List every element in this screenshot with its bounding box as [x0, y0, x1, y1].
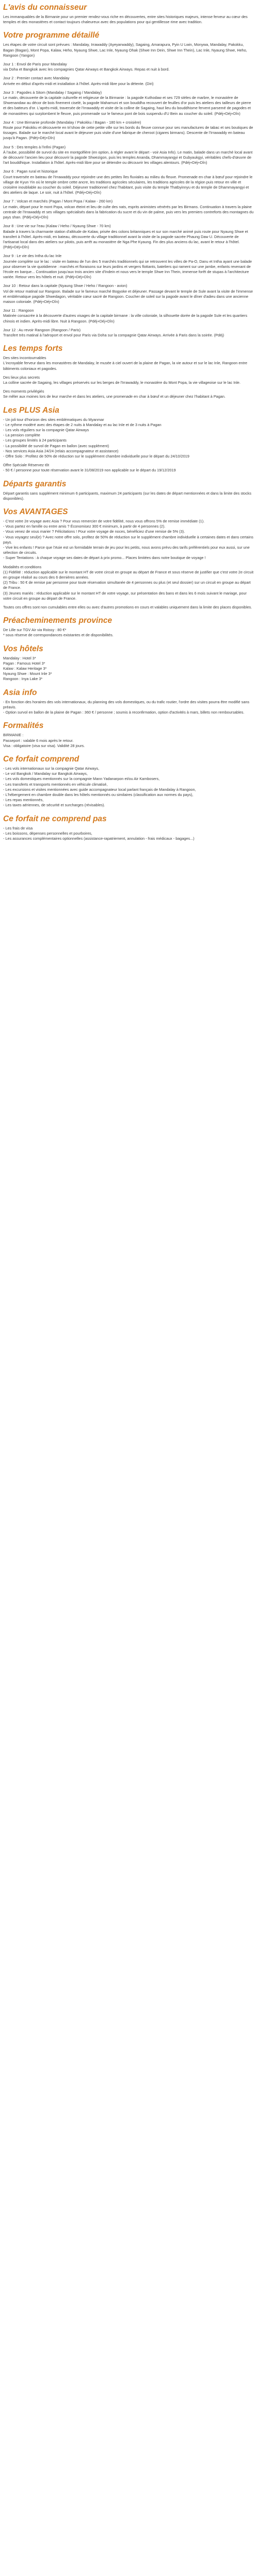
- day-item-text: Le matin, découverte de la capitale culturelle et religieuse de la Birmanie : la pagode Kuthodaw et ses 729 stèles de marbre, le monastère de Shwenandaw au décor de bois finement ciselé, la pagode Mahamuni et son bouddha recouvert de feuilles d'or puis les ateliers des tailleurs de pierre et des batteurs d'or. L'après-midi, traversée de l'Irrawaddy et visite de la colline de Sagaing, haut lieu du bouddhisme fervent parsemé de pagodes et de monastères qui surplombent le fleuve, puis promenade sur le fameux pont de bois suspendu d'U Bein au coucher du soleil. (Pdéj+Déj+Dîn): [3, 95, 251, 116]
- times-title: Les temps forts: [3, 344, 63, 353]
- day-item-text: Balade à travers la charmante station d'altitude de Kalaw, prisée des colons britanniques et sur son marché animé puis route pour Nyaung Shwe et transfert à l'hôtel. Après-midi, en bateau, découverte du village traditionnel avant la visite de la pagode sacrée Phaung Daw U. Découverte de l'artisanat local dans des ateliers sur pilotis, puis arrêt au monastère de Nga Phe Kyaung. Fin des plus anciens du lac, avant le retour à l'hôtel. (Pdéj+Déj+Dîn): [3, 229, 248, 250]
- condition-item: (1) Fidélité : réduction applicable sur le montant HT de votre circuit en groupe au départ de France et sous réserve de justifier que c'est votre 2e circuit en groupe réalisé au cours des 6 dernières années.: [3, 569, 254, 580]
- included-item: - Les excursions et visites mentionnées avec guide accompagnateur local parlant français de Mandalay à Rangoon,: [3, 787, 196, 792]
- day-item-text: Route pour Pakokku et découverte en tri'show de cette petite ville sur les bords du fleuve connue pour ses manufactures de tabac et ses boutiques de tissages. Balade sur le marché local avant le déjeuner puis visite d'une fabrique de cheroot (cigares birmans). Descente de l'Irrawaddy en bateau jusqu'à Pagan. (Pdéj+Déj+Dîn): [3, 125, 253, 141]
- times-item-text: Se mêler aux moines lors de leur marche et dans les ateliers, une promenade en char à bœuf et un déjeuner chez l'habitant à Pagan.: [3, 394, 225, 399]
- day-item-text: Journée complète sur le lac : visite en bateau de l'un des 5 marchés traditionnels qui se retrouvent les villes de Pa-O, Danu et Intha ayant une balade pour observer la vie quotidienne : marchés et floraisons sur leurs jardins et vergers flottants, bateliers qui rament sur une jambe, enfants revenant de l'école en barque... Continuation jusqu'aux trois ancien site d'Indein et nous vers le temple Shwe Inn Thein, immense forêt de stupas à l'architecture variée. Retour vers les hôtels et nuit. (Pdéj+Déj+Dîn): [3, 259, 252, 280]
- day-item-heading: Jour 3 : Pagodes à Sitom (Mandalay / Sagaing / Mandalay): [3, 90, 102, 95]
- hotels-title: Vos hôtels: [3, 644, 43, 653]
- plus-item: - Les groupes limités à 24 participants: [3, 438, 67, 443]
- vivu-title: L'avis du connaisseur: [3, 3, 87, 12]
- included-item: - Les taxes aériennes, de sécurité et surcharges (révisables).: [3, 803, 105, 808]
- plus-offer-title: Offre Spéciale Réservez tôt: [3, 463, 50, 468]
- day-item-text: Matinée consacrée à la découverte d'autres visages de la capitale birmane : la ville coloniale, la silhouette dorée de la pagode Sule et les quartiers chinois et indien. Après-midi libre. Nuit à Rangoon. (Pdéj+Déj+Dîn): [3, 313, 248, 324]
- asiainfo-title: Asia info: [3, 688, 37, 697]
- asiainfo-list: [3, 700, 255, 716]
- times-item: [3, 389, 255, 399]
- formalities-title: Formalités: [3, 721, 44, 731]
- day-item: [3, 199, 255, 220]
- pre-item: De Lille sur TGV Air via Roissy : 80 €*: [3, 628, 67, 633]
- plus-item: - Nos services Asia Asia 24/24 (relais accompagnateur et assistance): [3, 448, 119, 453]
- asiainfo-item: - En fonction des horaires des vols internationaux, du planning des vols domestiques, ou du trafic routier, l'ordre des visites pourra être modifié sans préavis.: [3, 699, 250, 709]
- hotel-item: Nyaung Shwe : Mount Inle 3*: [3, 671, 52, 676]
- hotel-item: Mandalay : Hotel 3*: [3, 655, 36, 660]
- day-item: [3, 90, 255, 116]
- excluded-item: - Les boissons, dépenses personnelles et pourboires,: [3, 831, 92, 836]
- plus-item: - La pension complète: [3, 433, 40, 438]
- advantage-item: - Vous venez de vous marier ? Félicitations ! Pour votre voyage de noces, bénéficiez d'une remise de 5% (3).: [3, 529, 185, 534]
- day-item-heading: Jour 5 : Des temples à l'infini (Pagan): [3, 144, 66, 149]
- day-item-text: Vol de retour matinal sur Rangoon. Balade sur le fameux marché Bogyoke et déjeuner. Passage devant le temple de Sule avant la visite de l'immense et emblématique pagode Shwedagon, véritable cœur sacré de Rangoon. Coucher de soleil sur la pagode avant le dîner d'adieu dans une ancienne maison coloniale. (Pdéj+Déj+Dîn): [3, 289, 253, 304]
- advantages-note: Toutes ces offres sont non cumulables entre elles ou avec d'autres promotions en cours et valables uniquement dans la limite des places disponibles.: [3, 605, 252, 610]
- times-item-heading: Des lieux plus secrets: [3, 375, 40, 380]
- included-item: - L'hébergement en chambre double dans les hôtels mentionnés ou similaires (classification aux normes du pays),: [3, 792, 194, 797]
- included-item: - Les vols internationaux sur la compagnie Qatar Airways,: [3, 766, 100, 771]
- pre-item: * sous réserve de correspondances existantes et de disponibilités.: [3, 633, 114, 638]
- plus-item: - La possibilité de survol de Pagan en ballon (avec supplément): [3, 443, 109, 448]
- day-item-heading: Jour 7 : Volcan et marchés (Pagan / Mont Popa / Kalaw - 260 km): [3, 199, 113, 204]
- day-item: [3, 76, 255, 86]
- day-item-text: via Doha et Bangkok avec les compagnies Qatar Airways et Bangkok Airways. Repas et nuit à bord.: [3, 67, 170, 72]
- day-item-heading: Jour 2 : Premier contact avec Mandalay: [3, 76, 70, 81]
- departures-title: Départs garantis: [3, 479, 67, 488]
- included-item: - Les transferts et transports mentionnés en véhicule climatisé,: [3, 782, 108, 787]
- formality-item: Passeport : valable 6 mois après le retour.: [3, 738, 74, 743]
- excluded-list: [3, 826, 255, 842]
- plus-title: Les PLUS Asia: [3, 405, 59, 415]
- excluded-item: - Les frais de visa: [3, 825, 33, 831]
- plus-item: - Le rythme modéré avec des étapes de 2 nuits à Mandalay et au lac Inle et de 3 nuits à Pagan: [3, 422, 162, 427]
- vivu-text: Les immanquables de la Birmanie pour un premier rendez-vous riche en découvertes, entre sites historiques majeurs, intense ferveur au cœur des temples et des monastères et contact toujours chaleureux avec des populations pour qui gentillesse rime avec tradition.: [3, 14, 248, 25]
- formality-item: Visa : obligatoire (visa sur visa). Validité 28 jours.: [3, 743, 85, 748]
- included-list: [3, 766, 255, 808]
- times-item-heading: Des sites incontournables: [3, 355, 46, 361]
- day-item: [3, 283, 255, 304]
- day-item-text: Le matin, départ pour le mont Popa, volcan éteint et lieu de culte des nats, esprits animistes vénérés par les Birmans. Continuation à travers la plaine centrale de l'Irrawaddy et ses villages spécialisés dans la fabrication du sucre et du vin de palme, puis vers les premiers contreforts des montagnes du pays shan. (Pdéj+Déj+Dîn): [3, 204, 254, 220]
- times-item-text: L'incroyable ferveur dans les monastères de Mandalay, le musée à ciel ouvert de la plaine de Pagan, la vie autour et sur le lac Inle, Rangoon entre bâtiments coloniaux et pagodes.: [3, 361, 247, 371]
- program-title: Votre programme détaillé: [3, 31, 100, 40]
- hotels-list: [3, 656, 255, 682]
- included-item: - Les vols domestiques mentionnés sur la compagnie Mann Yadanarpon et/ou Air Kambosers,: [3, 776, 160, 782]
- day-item-heading: Jour 1 : Envol de Paris pour Mandalay: [3, 62, 67, 67]
- advantages-title: Vos AVANTAGES: [3, 507, 68, 517]
- included-title: Ce forfait comprend: [3, 754, 79, 764]
- day-item-text: À l'aube, possibilité de survol du site en montgolfière (en option, à régler avant le départ - voir Asia Info). Le matin, balade dans un marché local avant de découvrir l'ancien lieu pour découvrir la pagode Shwezigon, puis les temples Ananda, Dhammayangyi et Gubyaukgyi, véritables chefs-d'œuvre de l'art bouddhique. Installation à l'hôtel. Après-midi libre pour se détendre ou découvrir les villages alentours. (Pdéj+Déj+Dîn): [3, 149, 253, 165]
- program-intro: Les étapes de votre circuit sont prévues : Mandalay, Irrawaddy (Ayeyarwaddy), Sagaing, Amarapura, Pyin U Lwin, Monywa, Mandalay, Pakokku, Bagan (Bagan), Mont Popa, Kalaw, Heho, Nyaung Shwe, Lac Inle, Nyaung Ohak (Shwe Inn Dein, Shwe Inn Thein), Lac Inle, Nyaung Shwe, Heho, Rangoon (Yangon): [3, 42, 247, 58]
- times-item-text: La colline sacrée de Sagaing, les villages préservés sur les berges de l'Irrawaddy, le monastère du Mont Popa, la vie villageoise sur le lac Inle.: [3, 380, 240, 385]
- day-item: [3, 253, 255, 280]
- condition-item: (2) Tribu : 50 € de remise par personne pour toute réservation simultanée de 4 personnes ou plus (et seul dossier) sur un circuit en groupe au départ de France.: [3, 580, 251, 590]
- plus-item: - Offre Solo : Profitez de 50% de réduction sur le supplément chambre individuelle pour le départ du 24/10/2019: [3, 454, 189, 459]
- day-item-text: Transfert très matinal à l'aéroport et envol pour Paris via Doha sur la compagnie Qatar Airways. Arrivée à Paris dans la soirée. (Pdéj): [3, 332, 224, 337]
- departures-text: Départ garantis sans supplément minimum 6 participants, maximum 24 participants (sur les dates de départ mentionnées et dans la limite des stocks disponibles).: [3, 490, 252, 501]
- day-item-text: Court traversée en bateau de l'Irrawaddy pour rejoindre une des petites îles fluviales au milieu du fleuve. Promenade en char à bœuf pour rejoindre le village de Kyun Yin où le temple ombre cette ancre, les traditions agricoles séculaires, les traditions agricoles de la région puis retour en ville et croisière inoubliable au coucher du soleil. Déjeuner traditionnel chez l'habitant, puis visite du temple Thatbyinnyu et du temple de Dhammayangyi et des ateliers de laque. Le soir, nuit à l'hôtel. (Pdéj+Déj+Dîn): [3, 174, 253, 195]
- day-item: [3, 169, 255, 195]
- excluded-title: Ce forfait ne comprend pas: [3, 814, 107, 823]
- times-item-heading: Des moments privilégiés: [3, 389, 44, 394]
- advantage-item: - Vive les enfants ! Parce que l'Asie est un formidable terrain de jeu pour les petits, nous avons prévu des tarifs préférentiels pour eux aussi, sur une sélection de circuits.: [3, 545, 250, 555]
- plus-item: - Un joli tour d'horizon des sites emblématiques du Myanmar: [3, 417, 104, 422]
- times-list: [3, 355, 255, 399]
- day-item-heading: Jour 8 : Une vie sur l'eau (Kalaw / Heho / Nyaung Shwe - 70 km): [3, 224, 111, 229]
- page: [0, 0, 258, 841]
- day-item: [3, 120, 255, 141]
- advantages-conditions-title: Modalités et conditions: [3, 564, 42, 569]
- pre-title: Préacheminements province: [3, 616, 112, 625]
- day-item: [3, 62, 255, 72]
- plus-list: [3, 417, 255, 460]
- times-item: [3, 355, 255, 371]
- included-item: - Les repas mentionnés,: [3, 798, 44, 803]
- day-item-heading: Jour 4 : Une Birmanie profonde (Mandalay / Pakokku / Bagan - 180 km + croisière): [3, 120, 141, 125]
- formality-item: BIRMANIE :: [3, 733, 24, 738]
- advantages-conditions-list: [3, 570, 255, 601]
- plus-item: - Les vols réguliers sur la compagnie Qatar Airways: [3, 427, 89, 432]
- asiainfo-item: - Option survol en ballon de la plaine de Pagan : 360 € / personne ; soumis à reconfirmation, option d'activités à mars, billets non remboursables.: [3, 710, 245, 715]
- advantage-item: - Super Tentations : à chaque voyage ses dates de départ à prix promo... Places limitées dans notre boutique de voyage !: [3, 555, 206, 561]
- days-list: [3, 62, 255, 338]
- day-item-text: Arrivée en début d'après-midi et installation à l'hôtel. Après-midi libre pour la détente. (Diri): [3, 81, 154, 86]
- hotel-item: Kalaw : Kalaw Heritage 3*: [3, 666, 47, 671]
- formalities-list: [3, 733, 255, 749]
- excluded-item: - Les assurances complémentaires optionnelles (assistance-rapatriement, annulation - frais médicaux - bagages...): [3, 836, 195, 841]
- advantage-item: - Vous voyagez seul(e) ? Avec notre offre solo, profitez de 50% de réduction sur le supplément chambre individuelle à certaines dates et dans certains pays.: [3, 534, 253, 545]
- plus-offer-text: - 50 € / personne pour toute réservation avant le 31/08/2019 non applicable sur le départ du 19/12/2019: [3, 468, 176, 473]
- advantages-list: [3, 519, 255, 561]
- condition-item: (3) Jeunes mariés : réduction applicable sur le montant HT de votre voyage, sur présentation des bans et dans les 6 mois suivant le mariage, pour votre circuit en groupe au départ de France.: [3, 590, 247, 601]
- day-item: [3, 328, 255, 338]
- day-item-heading: Jour 6 : Pagan rural et historique: [3, 169, 58, 174]
- pre-list: [3, 628, 255, 638]
- day-item: [3, 224, 255, 250]
- day-item-heading: Jour 10 : Retour dans la capitale (Nyaung Shwe / Heho / Rangoon - avion): [3, 283, 127, 289]
- included-item: - Le vol Bangkok / Mandalay sur Bangkok Airways,: [3, 771, 88, 776]
- times-item: [3, 375, 255, 385]
- day-item-heading: Jour 11 : Rangoon: [3, 308, 34, 313]
- day-item-heading: Jour 9 : Le vie des Intha du lac Inle: [3, 253, 62, 259]
- day-item-heading: Jour 12 : Au revoir Rangoon (Rangoon / Paris): [3, 327, 81, 332]
- day-item: [3, 308, 255, 324]
- hotel-item: Rangoon : Inya Lake 3*: [3, 676, 43, 682]
- advantage-item: - Vous partez en famille ou entre amis ? Économisez 300 € minimum, à partir de 4 personnes (2).: [3, 524, 166, 529]
- day-item: [3, 145, 255, 166]
- advantage-item: - C'est votre 2e voyage avec Asia ? Pour vous remercier de votre fidélité, nous vous offrons 5% de remise immédiate (1).: [3, 519, 205, 524]
- hotel-item: Pagan : Famous Hotel 3*: [3, 660, 45, 666]
